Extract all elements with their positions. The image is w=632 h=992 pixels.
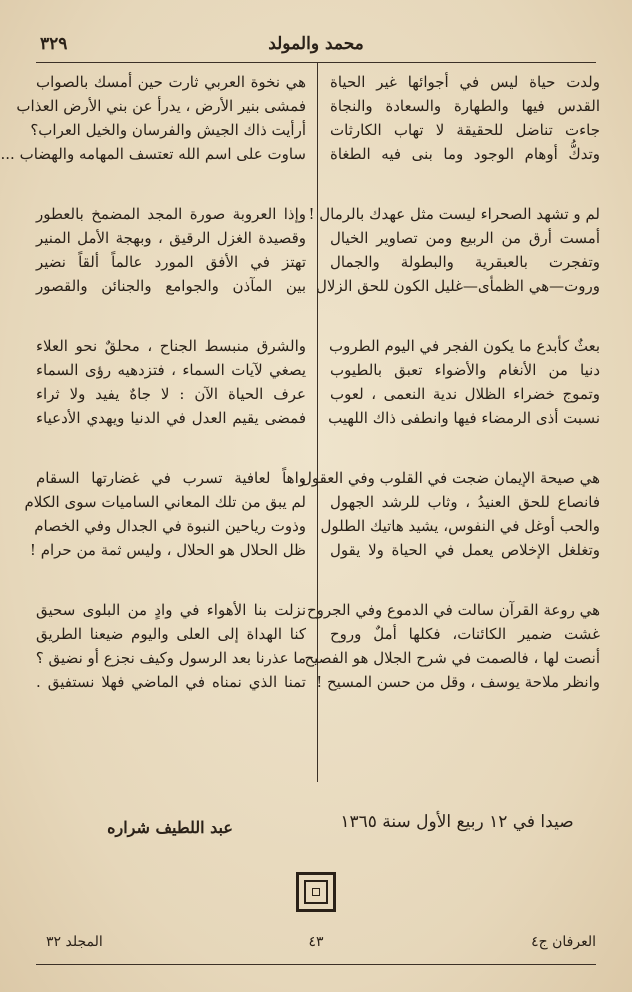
stanza [300,466,600,562]
verse-line: كنا الهداة إلى العلى واليوم ضيعنا الطريق [36,625,306,643]
ornament-icon [296,872,336,912]
verse-line: وإذا العروبة صورة المجد المضمخ بالعطور [36,205,306,223]
verse-line: لم يبق من تلك المعاني الساميات سوى الكلام [24,493,306,511]
verse-line: وانظر ملاحة يوسف ، وقل من حسن المسيح ! [316,673,600,691]
stanza [36,334,306,430]
verse-line: واهاً لعافية تسرب في غضارتها السقام [36,469,306,487]
verse-line: القدس فيها والطهارة والسعادة والنجاة [330,97,600,115]
verse-line: أمست أرق من الربيع ومن تصاوير الخيال [330,229,600,247]
verse-line: فمضى يقيم العدل في الدنيا ويهدي الأدعياء [36,409,306,427]
verse-line: أنصت لها ، فالصمت في شرح الجلال هو الفصيح [304,649,600,667]
verse-line: عرف الحياة الآن : لا جاهٌ يفيد ولا ثراء [36,385,306,403]
verse-line: يصغي لآيات السماء ، فتزدهيه رؤى السماء [36,361,306,379]
stanza [304,598,600,694]
verse-line: والحب أوغل في النفوس، يشيد هاتيك الطلول [320,517,600,535]
verse-line: ساوت على اسم الله تعتسف المهامه والهضاب ... [0,145,306,163]
running-title: محمد والمولد [268,34,364,54]
footer-page-number: ٤٣ [308,934,324,950]
verse-line: ما عذرنا بعد الرسول وكيف نجزع أو نضيق ؟ [35,649,306,667]
volume-number: المجلد ٣٢ [46,934,103,950]
stanza [36,202,306,298]
verse-line: تمنا الذي نمناه في الماضي فهلا نستفيق . [36,673,306,691]
verse-line: ظل الحلال هو الحلال ، وليس ثمة من حرام ! [29,541,306,559]
page-header [36,34,596,60]
verse-line: وتفجرت بالعبقرية والبطولة والجمال [330,253,600,271]
verse-line: جاءت تناضل للحقيقة لا تهاب الكارثات [330,121,600,139]
verse-line: ولدت حياة ليس في أجوائها غير الحياة [330,73,600,91]
verse-line: تهتز في الأفق المورد عالماً ألقاً نضير [36,253,306,271]
author-signature: عبد اللطيف شراره [107,818,233,837]
verse-line: وروت—هي الظمأى—غليل الكون للحق الزلال [315,277,600,295]
verse-line: بعثٌ كأبدع ما يكون الفجر في اليوم الطروب [329,337,600,355]
verse-line: وتموج خضراء الظلال ندية النعمى ، لعوب [330,385,600,403]
left-column [0,70,306,730]
verse-line: والشرق منبسط الجناح ، محلقٌ نحو العلاء [36,337,306,355]
journal-issue: العرفان ج٤ [531,934,596,950]
verse-line: دنيا من الأنغام والأضواء تعبق بالطيوب [330,361,600,379]
verse-line: بين المآذن والجوامع والجنائن والقصور [36,277,306,295]
verse-line: فانصاع للحق العنيدُ ، وثاب للرشد الجهول [330,493,600,511]
verse-line: أرأيت ذاك الجيش والفرسان والخيل العراب؟ [30,121,306,139]
stanza [0,70,306,166]
footer-rule [36,964,596,965]
stanza [308,202,600,298]
dateline: صيدا في ١٢ ربيع الأول سنة ١٣٦٥ [340,812,574,832]
stanza [36,598,306,694]
verse-line: وتغلغل الإخلاص يعمل في الحياة ولا يقول [330,541,600,559]
verse-line: نسبت أذى الرمضاء فيها وانطفى ذاك اللهيب [328,409,600,427]
verse-line: هي صيحة الإيمان ضجت في القلوب وفي العقول [300,469,600,487]
stanza [330,70,600,166]
verse-line: غشت ضمير الكائنات، فكلها أملٌ وروح [330,625,600,643]
page-number: ٣٢٩ [40,34,68,54]
verse-line: نزلت بنا الأهواء في وادٍ من البلوى سحيق [36,601,306,619]
verse-line: لم و تشهد الصحراء ليست مثل عهدك بالرمال ! [308,205,600,223]
verse-line: هي نخوة العربي ثارت حين أمسك بالصواب [36,73,306,91]
verse-line: وذوت رياحين النبوة في الجدال وفي الخصام [34,517,306,535]
stanza [330,334,600,430]
page-footer [36,934,596,956]
verse-line: فمشى بنير الأرض ، يدرأ عن بني الأرض العذاب [16,97,306,115]
right-column [300,70,600,730]
header-rule [36,62,596,63]
verse-line: هي روعة القرآن سالت في الدموع وفي الجروح [306,601,600,619]
verse-line: وقصيدة الغزل الرقيق ، وبهجة الأمل المنير [36,229,306,247]
stanza [24,466,306,562]
verse-line: وتدكُّ أوهام الوجود وما بنى فيه الطغاة [330,145,600,163]
